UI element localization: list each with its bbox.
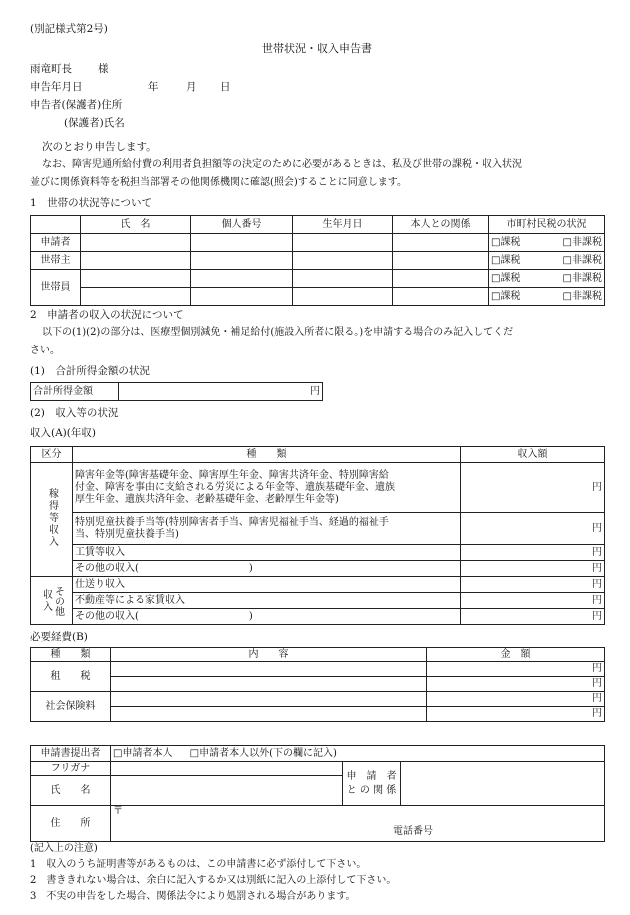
expense-label: 必要経費(B): [30, 631, 88, 643]
income-label: 収入(A)(年収): [30, 427, 96, 439]
yen-unit: 円: [592, 594, 602, 606]
member1-name-cell[interactable]: [81, 270, 191, 288]
intro-line-3: 並びに関係資料等を税担当部署その他関係機関に確認(照会)することに同意します。: [30, 177, 408, 188]
income-table: [30, 446, 605, 625]
yen-unit: 円: [592, 693, 602, 704]
date-year: 年: [148, 81, 159, 93]
address-field[interactable]: [111, 806, 605, 842]
col-individual-number: 個人番号: [191, 216, 293, 234]
expense-amount-cell[interactable]: [427, 677, 605, 692]
member2-number-cell[interactable]: [191, 288, 293, 306]
col-expense-type: 種 類: [31, 648, 111, 662]
member2-name-cell[interactable]: [81, 288, 191, 306]
section2-heading: 2 申請者の収入の状況について: [30, 309, 184, 321]
taxed-checkbox[interactable]: □課税: [491, 272, 521, 284]
expense-amount-cell[interactable]: [427, 692, 605, 707]
member2-tax-cell: [489, 288, 605, 306]
child-allowance-line-1: 特別児童扶養手当等(特別障害者手当、障害児福祉手当、経過的福祉手: [75, 516, 389, 528]
submitter-table: [30, 745, 605, 842]
relation-label: [343, 762, 401, 806]
intro-line-1: 次のとおり申告します。: [42, 141, 157, 153]
applicant-number-cell[interactable]: [191, 234, 293, 252]
relation-field[interactable]: [401, 762, 605, 806]
addressee-name: 雨竜町長: [30, 63, 72, 75]
applicant-tax-cell: [489, 234, 605, 252]
yen-unit: 円: [592, 663, 602, 674]
col-tax-status: 市町村民税の状況: [489, 216, 605, 234]
earned-income-label: [31, 463, 73, 577]
member2-relation-cell[interactable]: [393, 288, 489, 306]
member1-birth-cell[interactable]: [293, 270, 393, 288]
amount-cell[interactable]: [461, 513, 605, 545]
member1-number-cell[interactable]: [191, 270, 293, 288]
declarant-name-label: (保護者)氏名: [64, 117, 125, 129]
household-table: [30, 215, 605, 306]
disability-pension-line-3: 厚生年金、遺族共済年金、老齢基礎年金、老齢厚生年金等): [75, 493, 339, 505]
intro-line-2: なお、障害児通所給付費の利用者負担額等の決定のために必要があるときは、私及び世帯の課税・収入状況: [42, 159, 522, 170]
name-label: 氏 名: [31, 776, 111, 806]
submitter-label: 申請書提出者: [31, 746, 111, 762]
expense-content-cell[interactable]: [111, 707, 427, 722]
notes-heading: (記入上の注意): [30, 843, 98, 854]
yen-unit: 円: [592, 481, 602, 493]
yen-unit: 円: [592, 678, 602, 689]
untaxed-checkbox[interactable]: □非課税: [562, 236, 602, 248]
row-head-of-household: 世帯主: [31, 252, 81, 270]
col-type: 種 類: [73, 447, 461, 463]
row-household-member: 世帯員: [31, 270, 81, 306]
disability-pension-line-2: 付金、障害を事由に支給される労災による年金等、遺族基礎年金、遺族: [75, 481, 395, 493]
head-number-cell[interactable]: [191, 252, 293, 270]
yen-unit: 円: [592, 546, 602, 558]
relation-label-line-1: 申 請 者: [346, 770, 397, 782]
other-misc-income-item: その他の収入( ): [73, 609, 461, 625]
applicant-birth-cell[interactable]: [293, 234, 393, 252]
expense-amount-cell[interactable]: [427, 707, 605, 722]
col-name: 氏 名: [81, 216, 191, 234]
disability-pension-item: [73, 463, 461, 513]
yen-unit: 円: [592, 562, 602, 574]
member2-birth-cell[interactable]: [293, 288, 393, 306]
tax-expense-label: 租 税: [31, 662, 111, 692]
taxed-checkbox[interactable]: □課税: [491, 236, 521, 248]
name-field[interactable]: [111, 776, 343, 806]
submitter-other-checkbox[interactable]: □申請者本人以外(下の欄に記入): [189, 747, 337, 759]
taxed-checkbox[interactable]: □課税: [491, 290, 521, 302]
col-amount: 収入額: [461, 447, 605, 463]
child-allowance-item: [73, 513, 461, 545]
untaxed-checkbox[interactable]: □非課税: [562, 272, 602, 284]
wage-income-item: 工賃等収入: [73, 545, 461, 561]
expense-content-cell[interactable]: [111, 692, 427, 707]
expense-amount-cell[interactable]: [427, 662, 605, 677]
rent-income-item: 不動産等による家賃収入: [73, 593, 461, 609]
col-expense-content: 内 容: [111, 648, 427, 662]
amount-cell[interactable]: [461, 561, 605, 577]
yen-unit: 円: [592, 578, 602, 590]
form-title: 世帯状況・収入申告書: [262, 42, 372, 55]
untaxed-checkbox[interactable]: □非課税: [562, 254, 602, 266]
phone-label: 電話番号: [393, 826, 433, 837]
applicant-relation-cell[interactable]: [393, 234, 489, 252]
section1-heading: 1 世帯の状況等について: [30, 197, 152, 209]
subsection1-heading: (1) 合計所得金額の状況: [30, 365, 150, 377]
yen-unit: 円: [310, 385, 320, 397]
total-income-label: 合計所得金額: [31, 383, 119, 401]
relation-label-line-2: と の 関 係: [346, 784, 397, 796]
furigana-label: フリガナ: [31, 762, 111, 776]
row-applicant: 申請者: [31, 234, 81, 252]
yen-unit: 円: [592, 522, 602, 534]
form-number: (別記様式第2号): [30, 23, 108, 35]
amount-cell[interactable]: [461, 545, 605, 561]
subsection2-heading: (2) 収入等の状況: [30, 407, 119, 419]
amount-cell[interactable]: [461, 609, 605, 625]
postal-mark: 〒: [113, 806, 123, 817]
submitter-self-checkbox[interactable]: □申請者本人: [113, 747, 173, 759]
addressee-honorific: 様: [98, 63, 109, 75]
note-item-1: 1 収入のうち証明書等があるものは、この申請書に必ず添付して下さい。: [30, 859, 367, 870]
declarant-address-label: 申告者(保護者)住所: [30, 99, 123, 111]
date-label: 申告年月日: [30, 81, 83, 93]
head-tax-cell: [489, 252, 605, 270]
address-label: 住 所: [31, 806, 111, 842]
other-income-label-a: 収入: [40, 588, 52, 613]
head-birth-cell[interactable]: [293, 252, 393, 270]
member1-tax-cell: [489, 270, 605, 288]
section2-note-1: 以下の(1)(2)の部分は、医療型個別減免・補足給付(施設入所者に限る。)を申請する場合のみ記入してくだ: [42, 327, 514, 338]
child-allowance-line-2: 当、特別児童扶養手当): [75, 528, 179, 540]
section2-note-2: さい。: [30, 345, 60, 356]
amount-cell[interactable]: [461, 593, 605, 609]
total-income-value[interactable]: [119, 383, 323, 401]
head-name-cell[interactable]: [81, 252, 191, 270]
household-corner: [31, 216, 81, 234]
note-item-2: 2 書ききれない場合は、余白に記入するか又は別紙に記入の上添付して下さい。: [30, 875, 397, 886]
applicant-name-cell[interactable]: [81, 234, 191, 252]
disability-pension-line-1: 障害年金等(障害基礎年金、障害厚生年金、障害共済年金、特別障害給: [75, 469, 389, 481]
social-insurance-label: 社会保険料: [31, 692, 111, 722]
col-category: 区分: [31, 447, 73, 463]
date-day: 日: [220, 81, 231, 93]
amount-cell[interactable]: [461, 463, 605, 513]
taxed-checkbox[interactable]: □課税: [491, 254, 521, 266]
col-relation: 本人との関係: [393, 216, 489, 234]
untaxed-checkbox[interactable]: □非課税: [562, 290, 602, 302]
yen-unit: 円: [592, 708, 602, 719]
note-item-3: 3 不実の申告をした場合、関係法令により処罰される場合があります。: [30, 891, 356, 902]
expense-table: [30, 647, 605, 722]
total-income-table: [30, 382, 323, 401]
expense-content-cell[interactable]: [111, 677, 427, 692]
yen-unit: 円: [592, 610, 602, 622]
col-expense-amount: 金 額: [427, 648, 605, 662]
remittance-item: 仕送り収入: [73, 577, 461, 593]
col-birthdate: 生年月日: [293, 216, 393, 234]
head-relation-cell[interactable]: [393, 252, 489, 270]
furigana-field[interactable]: [111, 762, 343, 776]
other-earned-income-item: その他の収入( ): [73, 561, 461, 577]
submitter-options: [111, 746, 605, 762]
expense-content-cell[interactable]: [111, 662, 427, 677]
amount-cell[interactable]: [461, 577, 605, 593]
other-income-label: [31, 577, 73, 625]
date-month: 月: [186, 81, 197, 93]
member1-relation-cell[interactable]: [393, 270, 489, 288]
other-income-label-b: その他: [52, 585, 64, 616]
earned-income-text: 稼得等収入: [46, 487, 58, 548]
